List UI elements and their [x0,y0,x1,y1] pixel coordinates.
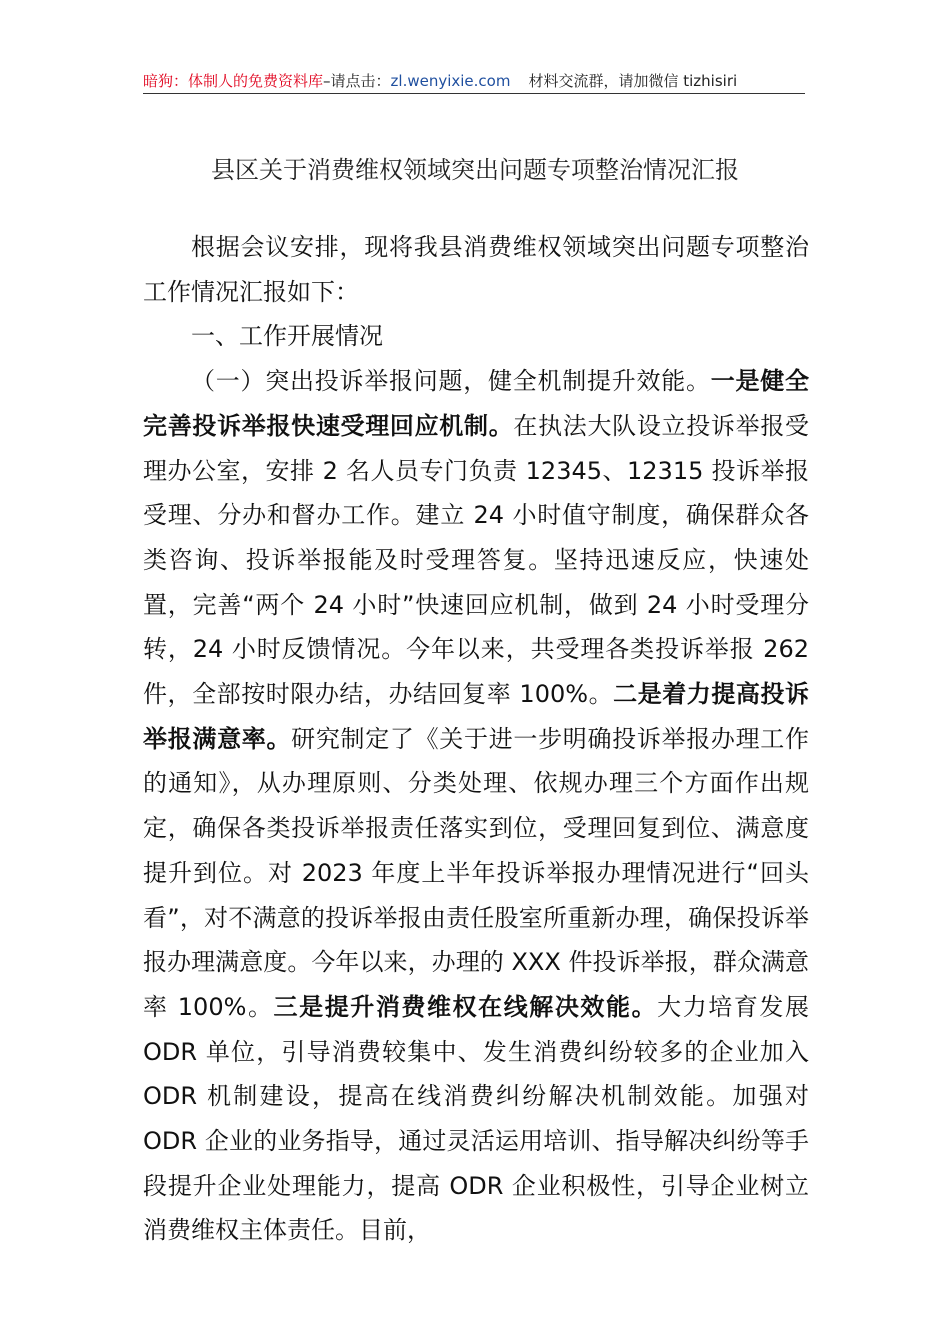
point-3-text: 大力培育发展 ODR 单位，引导消费较集中、发生消费纠纷较多的企业加入 ODR 机制建设，提高在线消费纠纷解决机制效能。加强对 ODR 企业的业务指导，通过灵活运用培训、指导解决纠纷等手段提升企业处理能力，提高 ODR 企业积极性，引导企业树立消费维权主体责任。目前， [143,992,810,1245]
header-group-text: 材料交流群，请加微信 tizhisiri [528,72,738,90]
header-url-link[interactable]: zl.wenyixie.com [390,72,511,90]
page-header [143,70,805,94]
header-divider [143,93,805,94]
header-brand: 暗狗：体制人的免费资料库 [143,72,324,90]
section-heading: 一、工作开展情况 [191,322,383,351]
point-3-title: 三是提升消费维权在线解决效能。 [273,992,658,1021]
point-1-title: 一是健全完善投诉举报快速受理回应机制。 [143,367,809,440]
header-click-label: –请点击： [323,72,391,90]
document-body [143,225,809,1253]
point-2-title: 二是着力提高投诉举报满意率。 [143,680,810,753]
point-1-text: 在执法大队设立投诉举报受理办公室，安排 2 名人员专门负责 12345、12315 投诉举报受理、分办和督办工作。建立 24 小时值守制度，确保群众各类咨询、投诉举报能及时受理答复。坚持迅速反应，快速处置，完善“两个 24 小时”快速回应机制，做到 24 小时受理分转，24 小时反馈情况。今年以来，共受理各类投诉举报 262 件，全部按时限办结，办结回复率 100%。 [143,411,810,709]
body-paragraph [143,359,809,1253]
intro-paragraph: 根据会议安排，现将我县消费维权领域突出问题专项整治工作情况汇报如下： [143,233,809,306]
document-title: 县区关于消费维权领域突出问题专项整治情况汇报 [211,156,739,184]
point-2-text: 研究制定了《关于进一步明确投诉举报办理工作的通知》，从办理原则、分类处理、依规办理三个方面作出规定，确保各类投诉举报责任落实到位，受理回复到位、满意度提升到位。对 2023 年度上半年投诉举报办理情况进行“回头看”，对不满意的投诉举报由责任股室所重新办理，确保投诉举报办理满意度。今年以来，办理的 XXX 件投诉举报，群众满意率 100%。 [143,724,810,1021]
paragraph-lead: （一）突出投诉举报问题，健全机制提升效能。 [191,367,711,396]
